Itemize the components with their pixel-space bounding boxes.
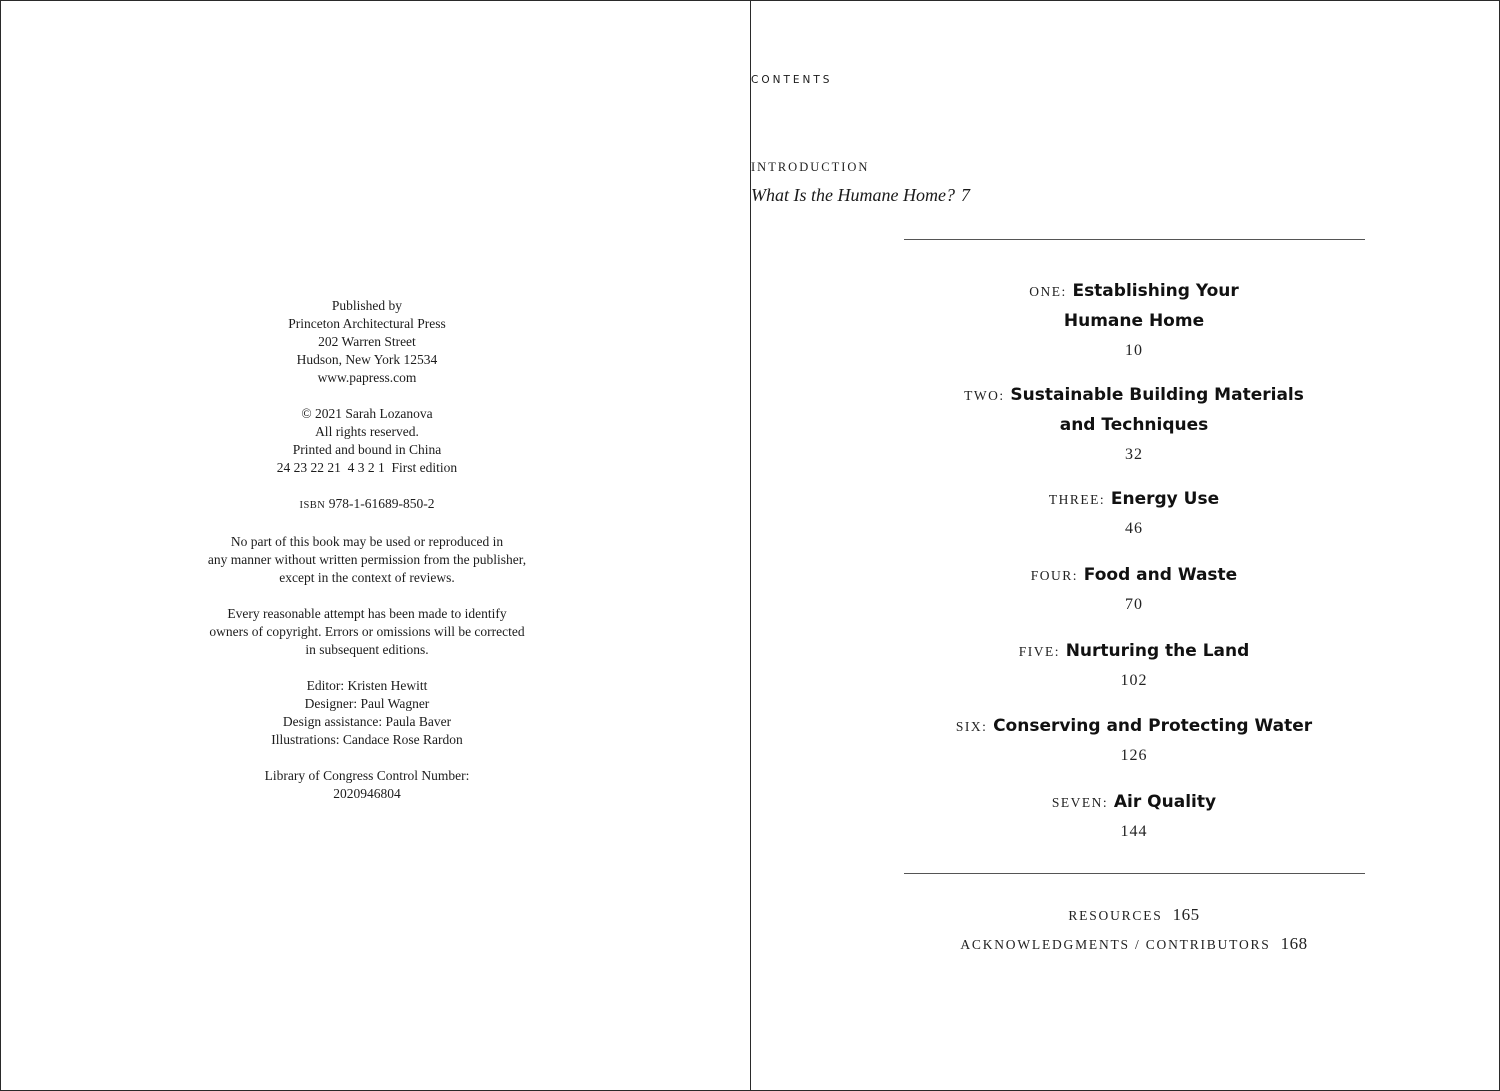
isbn-line (1, 495, 733, 515)
toc-entry-chapter-1[interactable] (751, 276, 1500, 365)
toc-entry-chapter-6[interactable] (751, 711, 1500, 770)
rights-reserved: All rights reserved. (315, 424, 419, 439)
chapter-title: Air Quality (1113, 792, 1217, 812)
chapter-number: SEVEN: (1051, 795, 1109, 810)
printed-in: Printed and bound in China (292, 442, 442, 457)
chapter-number: SIX: (955, 719, 988, 734)
backmatter-label: ACKNOWLEDGMENTS / CONTRIBUTORS (960, 937, 1271, 952)
toc-entry-acknowledgments[interactable] (751, 934, 1500, 954)
chapter-heading-line-2 (751, 306, 1500, 336)
intro-entry[interactable] (751, 185, 1500, 206)
backmatter-label: RESOURCES (1068, 908, 1163, 923)
publisher-name: Princeton Architectural Press (288, 316, 446, 331)
published-by: Published by (331, 298, 403, 313)
credits-block (1, 677, 733, 749)
chapter-title: Nurturing the Land (1065, 641, 1250, 661)
publisher-block (1, 297, 733, 387)
chapter-number: ONE: (1029, 284, 1067, 299)
chapter-heading (751, 636, 1500, 666)
illustrations-credit: Illustrations: Candace Rose Rardon (271, 732, 463, 747)
colophon (1, 297, 733, 821)
copyright-page (1, 1, 750, 1090)
chapter-title-continued: Humane Home (1063, 311, 1205, 331)
chapter-title-continued: and Techniques (1059, 415, 1209, 435)
chapter-page-number: 10 (1125, 342, 1143, 359)
chapter-page-number: 46 (1125, 520, 1143, 537)
publisher-city: Hudson, New York 12534 (296, 352, 438, 367)
chapter-page-number: 32 (1125, 446, 1143, 463)
loc-label: Library of Congress Control Number: (264, 768, 470, 783)
chapter-page-number: 126 (1120, 747, 1148, 764)
design-assistance-credit: Design assistance: Paula Baver (282, 714, 452, 729)
bottom-divider (904, 873, 1365, 874)
toc-entry-chapter-4[interactable] (751, 560, 1500, 619)
contents-page (751, 1, 1499, 1090)
chapter-heading (751, 787, 1500, 817)
chapter-page-number: 102 (1120, 672, 1148, 689)
publisher-street: 202 Warren Street (318, 334, 416, 349)
chapter-number: TWO: (964, 388, 1005, 403)
chapter-number: FOUR: (1030, 568, 1079, 583)
chapter-page-number: 144 (1120, 823, 1148, 840)
copyright-line: © 2021 Sarah Lozanova (301, 406, 433, 421)
chapter-title: Establishing Your (1072, 281, 1239, 301)
no-part-line-3: except in the context of reviews. (279, 570, 455, 585)
intro-title: What Is the Humane Home? (751, 185, 955, 205)
backmatter-page-number: 165 (1172, 905, 1200, 924)
isbn-number: 978-1-61689-850-2 (328, 496, 435, 511)
chapter-title: Conserving and Protecting Water (993, 716, 1313, 736)
attempt-line-1: Every reasonable attempt has been made to identify (227, 606, 507, 621)
designer-credit: Designer: Paul Wagner (304, 696, 430, 711)
chapter-heading (751, 560, 1500, 590)
chapter-heading (751, 380, 1500, 410)
chapter-heading (751, 276, 1500, 306)
chapter-title: Food and Waste (1083, 565, 1238, 585)
no-part-line-1: No part of this book may be used or reproduced in (230, 534, 504, 549)
toc-entry-chapter-2[interactable] (751, 380, 1500, 469)
chapter-number: FIVE: (1018, 644, 1060, 659)
chapter-title: Energy Use (1110, 489, 1220, 509)
toc-entry-chapter-7[interactable] (751, 787, 1500, 846)
chapter-heading (751, 711, 1500, 741)
chapter-heading (751, 484, 1500, 514)
toc-entry-chapter-3[interactable] (751, 484, 1500, 543)
no-part-block (1, 533, 733, 587)
loc-block (1, 767, 733, 803)
toc-entry-resources[interactable] (751, 905, 1500, 925)
loc-number: 2020946804 (333, 786, 401, 801)
intro-kicker: INTRODUCTION (751, 160, 870, 174)
toc-entry-chapter-5[interactable] (751, 636, 1500, 695)
rights-block (1, 405, 733, 477)
backmatter-page-number: 168 (1280, 934, 1308, 953)
contents-heading: CONTENTS (751, 74, 833, 86)
chapter-number: THREE: (1048, 492, 1106, 507)
attempt-block (1, 605, 733, 659)
attempt-line-2: owners of copyright. Errors or omissions will be corrected (209, 624, 525, 639)
intro-page-number: 7 (960, 185, 970, 205)
isbn-prefix: ISBN (299, 500, 326, 511)
editor-credit: Editor: Kristen Hewitt (306, 678, 428, 693)
printing-line: 24 23 22 21 4 3 2 1 First edition (276, 460, 458, 475)
top-divider (904, 239, 1365, 240)
chapter-page-number: 70 (1125, 596, 1143, 613)
isbn-block (1, 495, 733, 515)
chapter-title: Sustainable Building Materials (1010, 385, 1304, 405)
chapter-heading-line-2 (751, 410, 1500, 440)
no-part-line-2: any manner without written permission from the publisher, (207, 552, 527, 567)
attempt-line-3: in subsequent editions. (305, 642, 429, 657)
publisher-website: www.papress.com (317, 370, 417, 385)
